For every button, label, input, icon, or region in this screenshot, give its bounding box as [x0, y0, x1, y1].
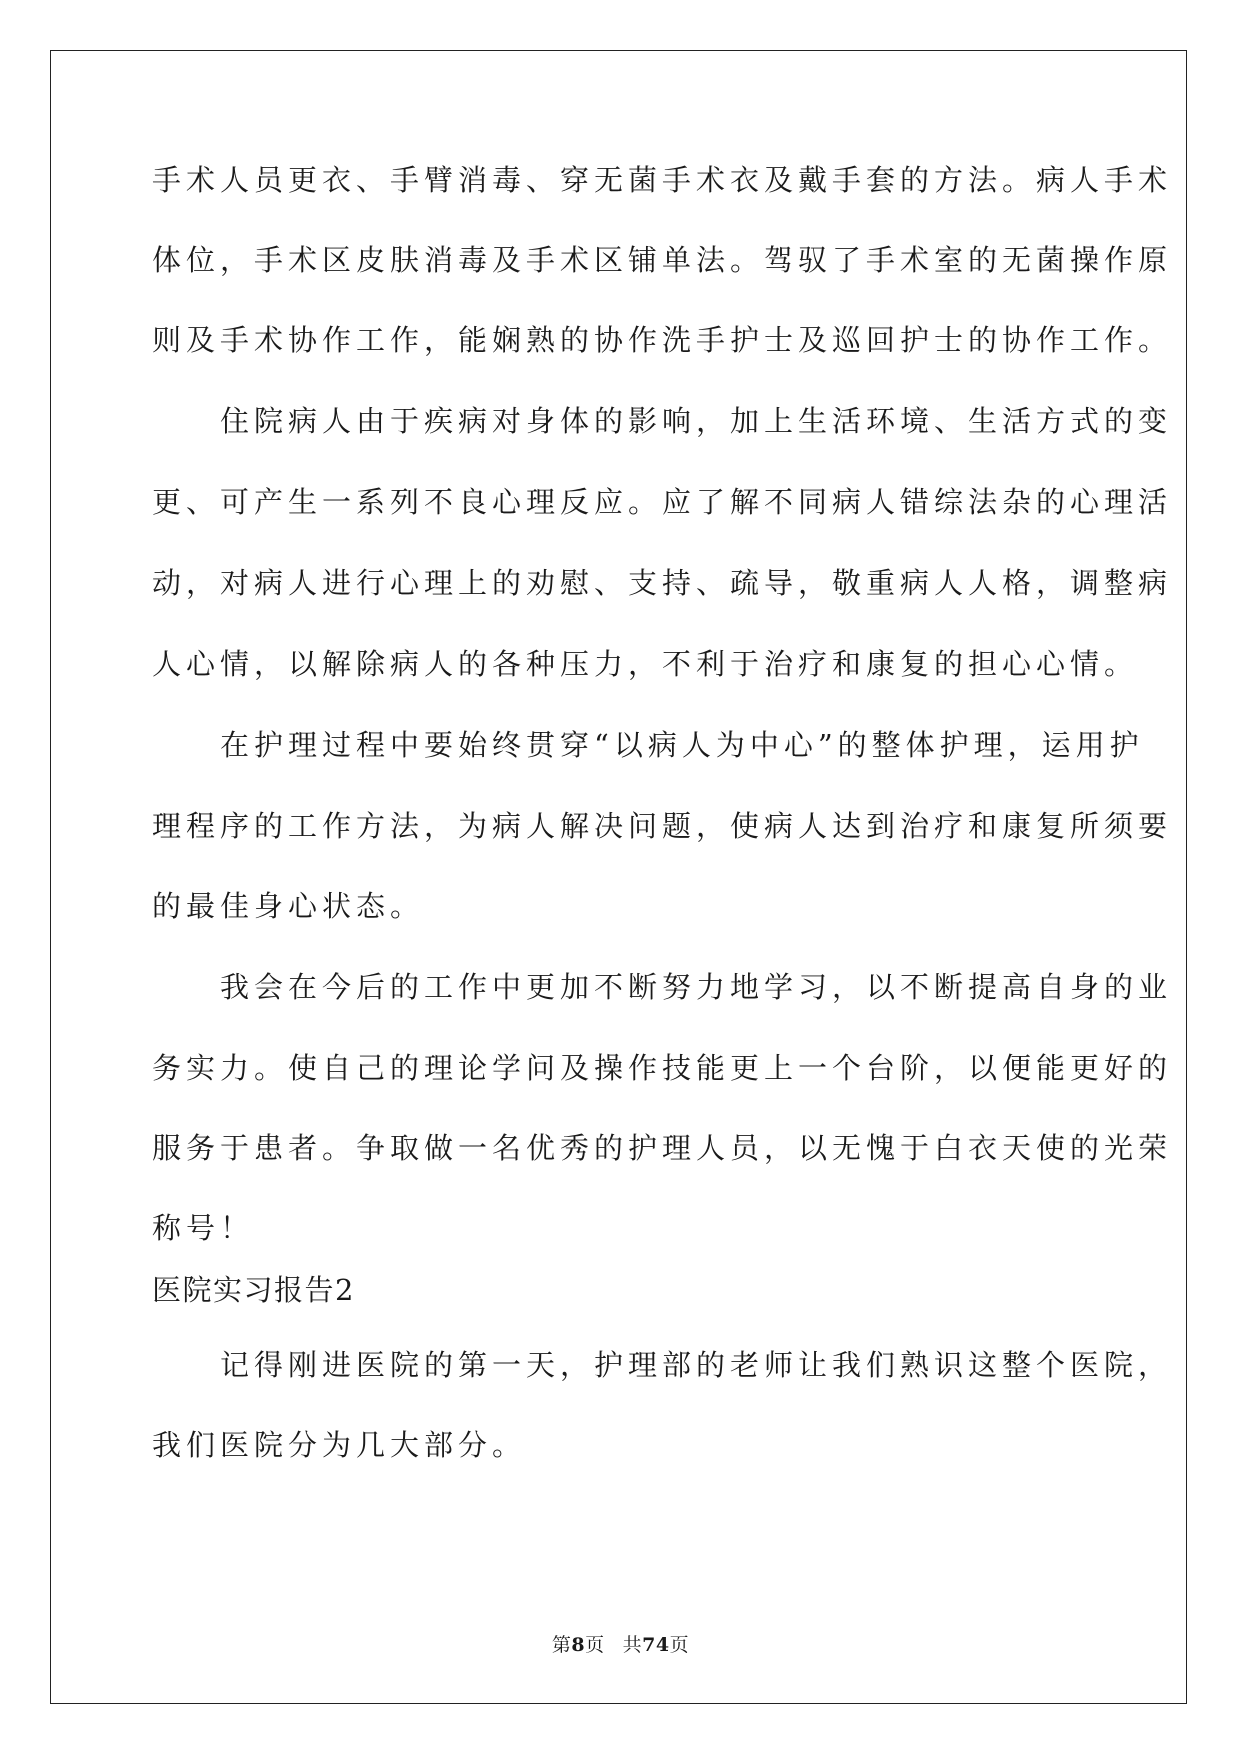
page-footer: [0, 1633, 1241, 1657]
text-line: 理程序的工作方法，为病人解决问题，使病人达到治疗和康复所须要: [152, 809, 1173, 843]
text-line: 人心情，以解除病人的各种压力，不利于治疗和康复的担心心情。: [152, 647, 1139, 681]
paragraph-line: 住院病人由于疾病对身体的影响，加上生活环境、生活方式的变: [152, 404, 1173, 438]
footer-total-prefix: 共: [622, 1634, 643, 1656]
text-line: 务实力。使自己的理论学问及操作技能更上一个台阶，以便能更好的: [152, 1051, 1173, 1085]
text-line: 则及手术协作工作，能娴熟的协作洗手护士及巡回护士的协作工作。: [152, 323, 1173, 357]
total-page-count: 74: [642, 1634, 670, 1656]
text-line: 服务于患者。争取做一名优秀的护理人员，以无愧于白衣天使的光荣: [152, 1131, 1173, 1165]
footer-page-suffix: 页: [585, 1634, 605, 1656]
paragraph-line: 记得刚进医院的第一天，护理部的老师让我们熟识这整个医院，: [152, 1348, 1173, 1382]
current-page-number: 8: [571, 1634, 586, 1656]
paragraph-line: 我会在今后的工作中更加不断努力地学习，以不断提高自身的业: [152, 970, 1173, 1004]
text-line: 手术人员更衣、手臂消毒、穿无菌手术衣及戴手套的方法。病人手术: [152, 163, 1173, 197]
footer-total-suffix: 页: [669, 1634, 690, 1656]
text-line: 的最佳身心状态。: [152, 889, 425, 923]
footer-prefix: 第: [551, 1634, 572, 1656]
text-line: 更、可产生一系列不良心理反应。应了解不同病人错综法杂的心理活: [152, 485, 1173, 519]
text-line: 体位，手术区皮肤消毒及手术区铺单法。驾驭了手术室的无菌操作原: [152, 243, 1173, 277]
text-line: 我们医院分为几大部分。: [152, 1428, 527, 1462]
section-heading: 医院实习报告2: [152, 1273, 355, 1307]
paragraph-line: 在护理过程中要始终贯穿“以病人为中心”的整体护理，运用护: [152, 728, 1144, 762]
text-line: 称号！: [152, 1211, 255, 1245]
text-line: 动，对病人进行心理上的劝慰、支持、疏导，敬重病人人格，调整病: [152, 566, 1173, 600]
